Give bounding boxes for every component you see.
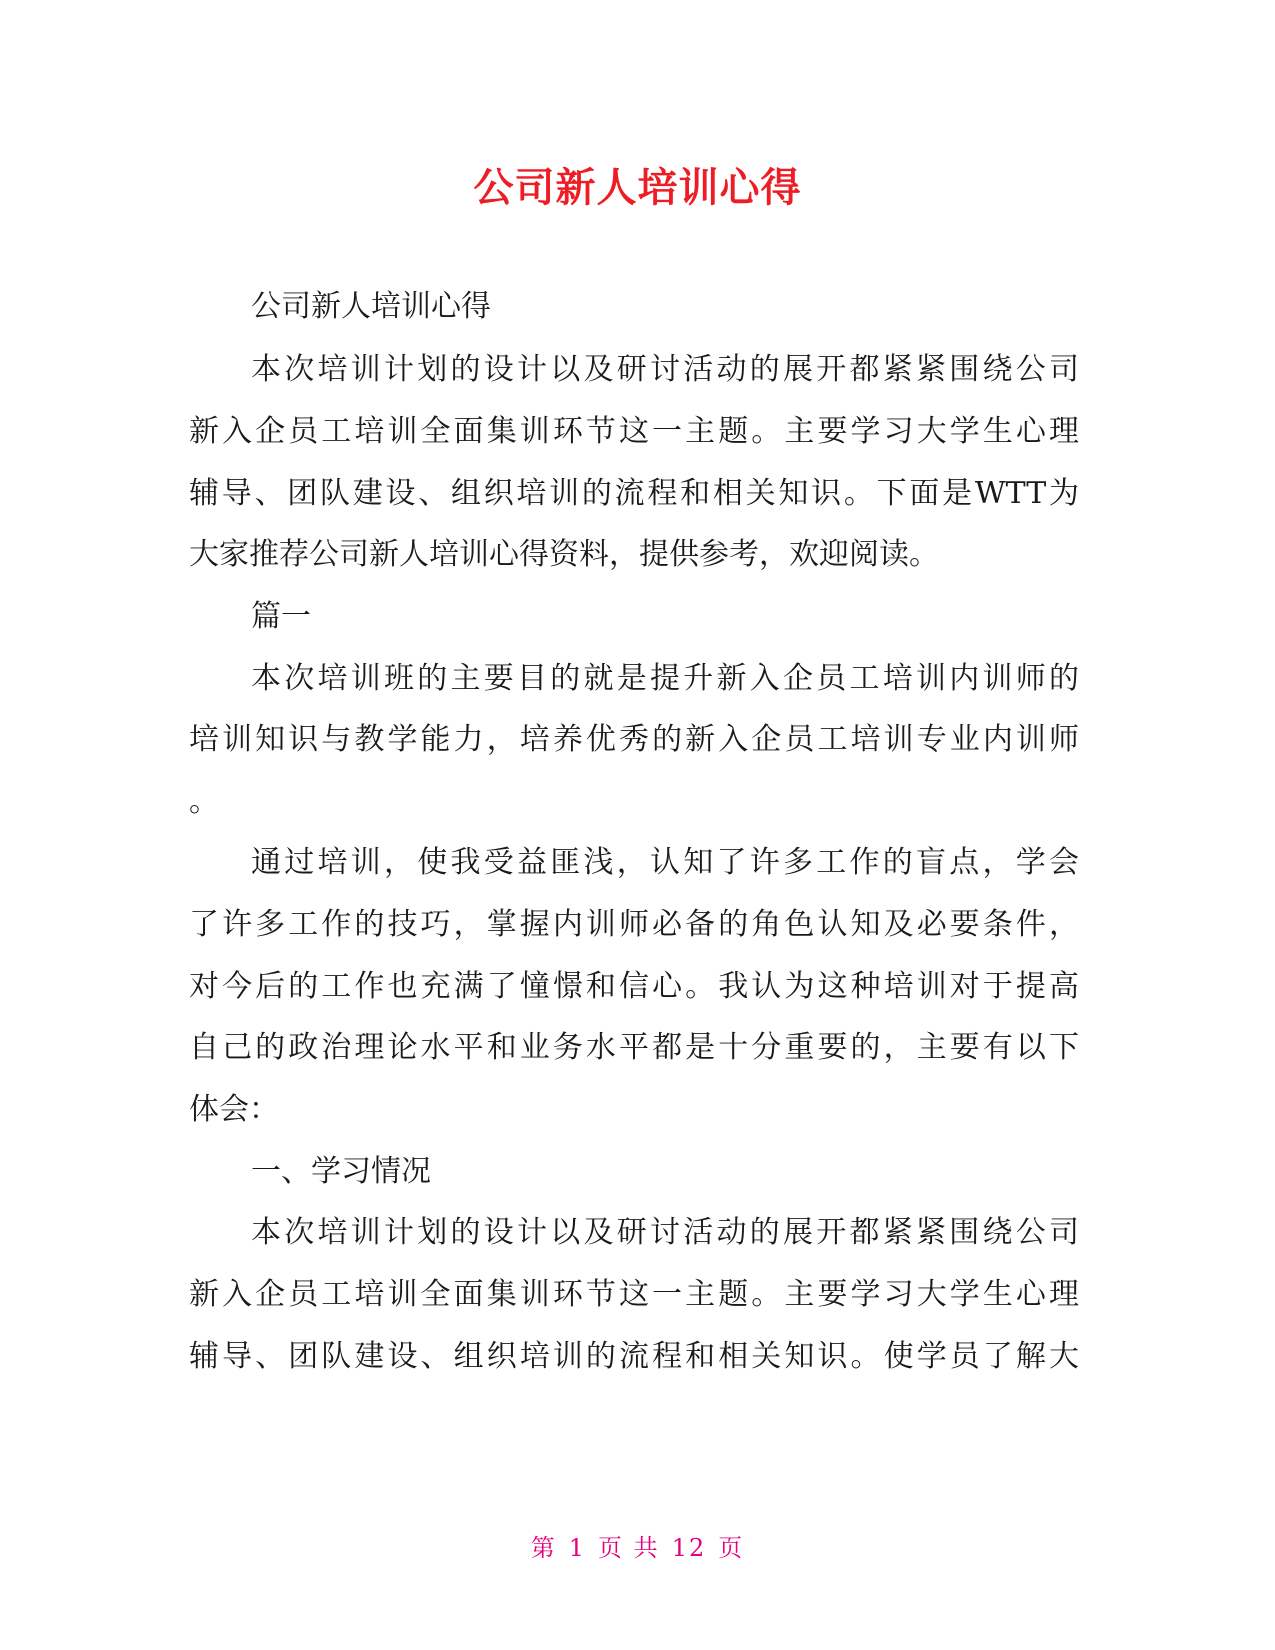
text-line: 本次培训计划的设计以及研讨活动的展开都紧紧围绕公司 xyxy=(251,352,1079,387)
text-line: 大家推荐公司新人培训心得资料，提供参考，欢迎阅读。 xyxy=(189,537,939,572)
document-title: 公司新人培训心得 xyxy=(473,165,802,211)
text-line: 篇一 xyxy=(251,599,311,634)
text-line: 新入企员工培训全面集训环节这一主题。主要学习大学生心理 xyxy=(189,1277,1079,1312)
text-line: 辅导、团队建设、组织培训的流程和相关知识。下面是WTT为 xyxy=(189,476,1079,511)
footer-prefix: 第 xyxy=(530,1534,557,1562)
text-line: 辅导、团队建设、组织培训的流程和相关知识。使学员了解大 xyxy=(189,1339,1079,1374)
footer-page-number: 1 xyxy=(568,1534,587,1562)
text-line: 本次培训计划的设计以及研讨活动的展开都紧紧围绕公司 xyxy=(251,1215,1079,1250)
text-line: 对今后的工作也充满了憧憬和信心。我认为这种培训对于提高 xyxy=(189,969,1079,1004)
text-line: 。 xyxy=(189,784,219,819)
text-line: 培训知识与教学能力，培养优秀的新入企员工培训专业内训师 xyxy=(189,722,1079,757)
footer-middle: 页 共 xyxy=(598,1534,660,1562)
text-line: 本次培训班的主要目的就是提升新入企员工培训内训师的 xyxy=(251,661,1079,696)
text-line: 新入企员工培训全面集训环节这一主题。主要学习大学生心理 xyxy=(189,414,1079,449)
footer-total-pages: 12 xyxy=(671,1534,707,1562)
page-footer xyxy=(0,1533,1275,1563)
text-line: 通过培训，使我受益匪浅，认知了许多工作的盲点，学会 xyxy=(251,845,1079,880)
footer-suffix: 页 xyxy=(718,1534,745,1562)
text-line: 公司新人培训心得 xyxy=(251,289,491,324)
text-line: 体会： xyxy=(189,1092,279,1127)
text-line: 自己的政治理论水平和业务水平都是十分重要的，主要有以下 xyxy=(189,1030,1079,1065)
section-heading: 一、学习情况 xyxy=(251,1154,431,1189)
text-line: 了许多工作的技巧，掌握内训师必备的角色认知及必要条件， xyxy=(189,907,1079,942)
